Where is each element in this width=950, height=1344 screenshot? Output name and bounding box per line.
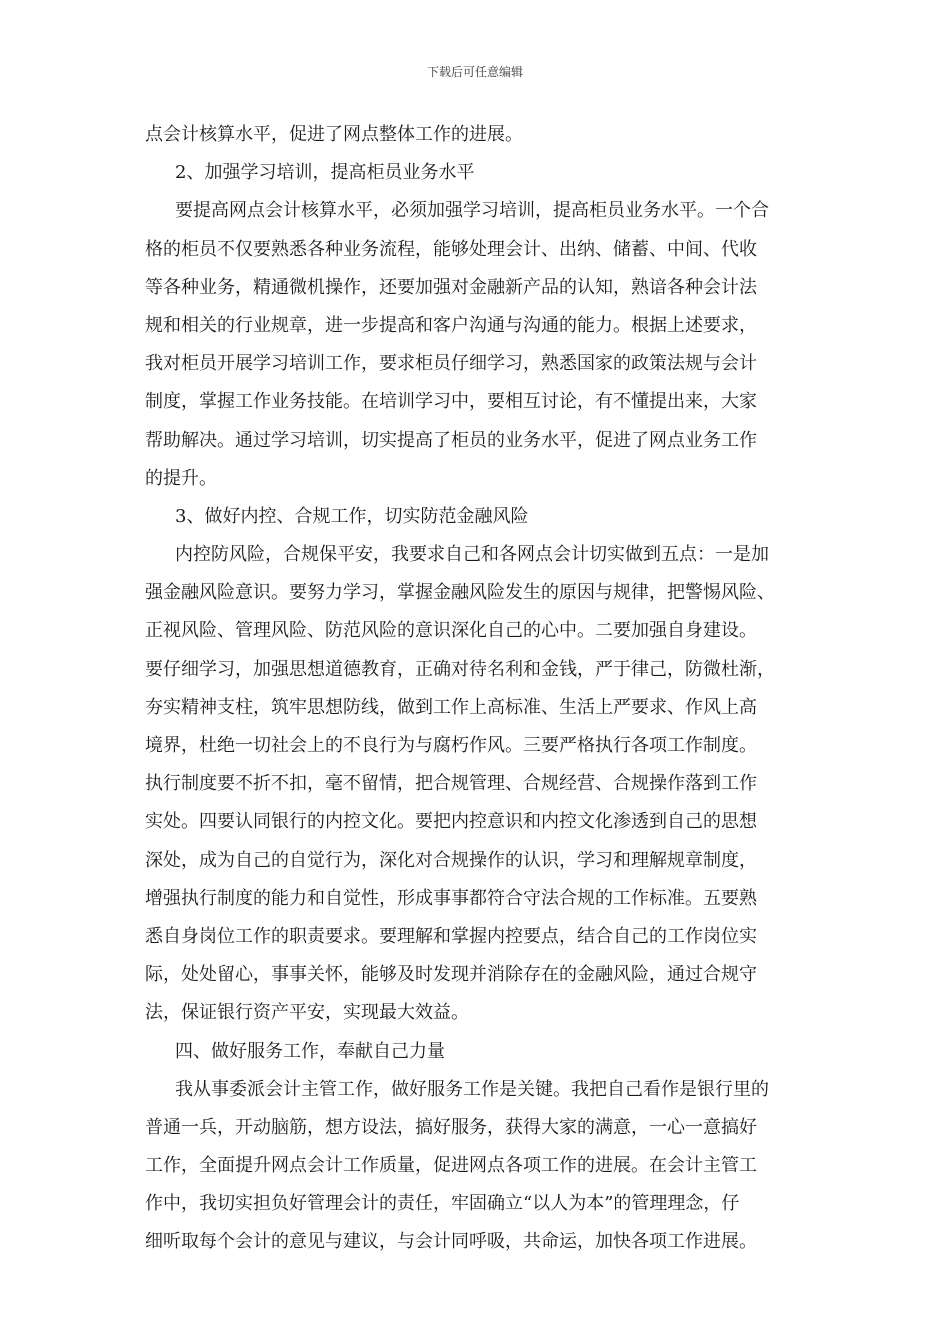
text-line: 我对柜员开展学习培训工作，要求柜员仔细学习，熟悉国家的政策法规与会计 [145,353,757,375]
text-line: 要提高网点会计核算水平，必须加强学习培训，提高柜员业务水平。一个合 [175,200,769,222]
text-line: 等各种业务，精通微机操作，还要加强对金融新产品的认知，熟谙各种会计法 [145,276,757,298]
text-line: 深处，成为自己的自觉行为，深化对合规操作的认识，学习和理解规章制度， [145,849,757,871]
text-line: 增强执行制度的能力和自觉性，形成事事都符合守法合规的工作标准。五要熟 [145,887,757,909]
text-line: 细听取每个会计的意见与建议，与会计同呼吸，共命运，加快各项工作进展。 [145,1231,757,1253]
text-line: 要仔细学习，加强思想道德教育，正确对待名利和金钱，严于律己，防微杜渐， [145,658,775,680]
text-line: 夯实精神支柱，筑牢思想防线，做到工作上高标准、生活上严要求、作风上高 [145,696,757,718]
text-line: 四、做好服务工作，奉献自己力量 [175,1040,445,1062]
page-header: 下载后可任意编辑 [426,65,523,79]
text-line: 实处。四要认同银行的内控文化。要把内控意识和内控文化渗透到自己的思想 [145,811,757,833]
text-line: 我从事委派会计主管工作，做好服务工作是关键。我把自己看作是银行里的 [175,1078,769,1100]
text-line: 工作，全面提升网点会计工作质量，促进网点各项工作的进展。在会计主管工 [145,1155,757,1177]
text-line: 境界，杜绝一切社会上的不良行为与腐朽作风。三要严格执行各项工作制度。 [145,735,757,756]
text-line: 际，处处留心，事事关怀，能够及时发现并消除存在的金融风险，通过合规守 [145,964,757,986]
text-line: 作中，我切实担负好管理会计的责任，牢固确立“以人为本”的管理理念，仔 [145,1193,740,1215]
text-line: 格的柜员不仅要熟悉各种业务流程，能够处理会计、出纳、储蓄、中间、代收 [145,238,757,260]
text-line: 帮助解决。通过学习培训，切实提高了柜员的业务水平，促进了网点业务工作 [145,429,757,451]
text-line: 执行制度要不折不扣，毫不留情，把合规管理、合规经营、合规操作落到工作 [145,773,757,795]
text-line: 普通一兵，开动脑筋，想方设法，搞好服务，获得大家的满意，一心一意搞好 [145,1116,757,1138]
text-line: 的提升。 [145,467,217,489]
text-line: 正视风险、管理风险、防范风险的意识深化自己的心中。二要加强自身建设。 [145,620,757,642]
text-line: 制度，掌握工作业务技能。在培训学习中，要相互讨论，有不懂提出来，大家 [145,391,757,413]
text-line: 强金融风险意识。要努力学习，掌握金融风险发生的原因与规律，把警惕风险、 [145,582,775,604]
text-line: 规和相关的行业规章，进一步提高和客户沟通与沟通的能力。根据上述要求， [145,314,757,336]
text-line: 内控防风险，合规保平安，我要求自己和各网点会计切实做到五点：一是加 [175,544,769,566]
text-line: 悉自身岗位工作的职责要求。要理解和掌握内控要点，结合自己的工作岗位实 [145,925,757,947]
text-line: 2、加强学习培训，提高柜员业务水平 [175,162,475,184]
text-line: 3、做好内控、合规工作，切实防范金融风险 [175,505,529,527]
text-line: 法，保证银行资产平安，实现最大效益。 [145,1002,469,1024]
document-body [145,116,810,1262]
text-line: 点会计核算水平，促进了网点整体工作的进展。 [145,124,523,145]
